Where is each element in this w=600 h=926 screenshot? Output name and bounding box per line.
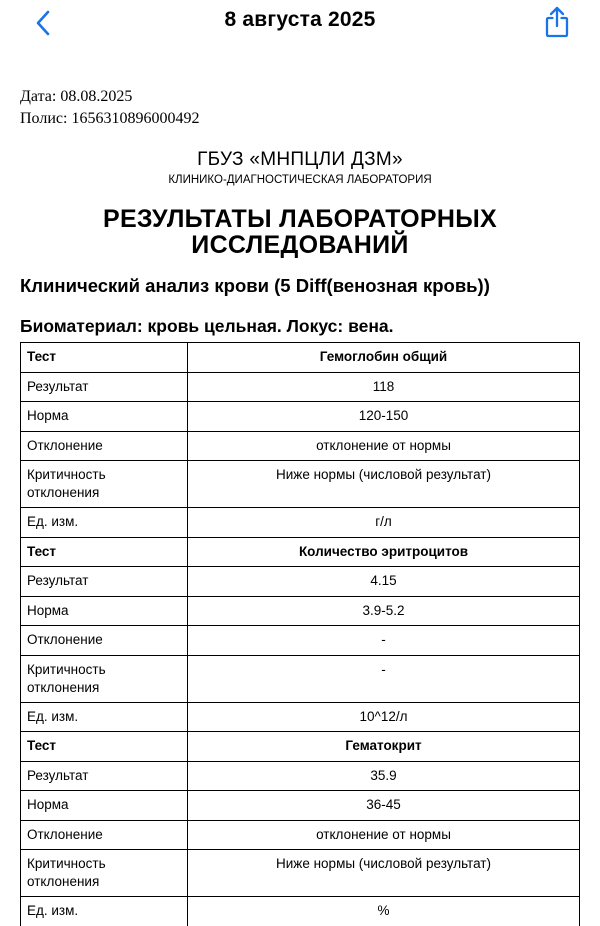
nav-title: 8 августа 2025	[224, 8, 376, 31]
test-header-label: Тест	[21, 343, 188, 373]
biomaterial-info: Биоматериал: кровь цельная. Локус: вена.	[20, 316, 394, 336]
row-value: %	[188, 897, 580, 926]
row-value: г/л	[188, 508, 580, 538]
row-label: Ед. изм.	[21, 897, 188, 926]
table-row	[21, 702, 580, 732]
nav-bar	[0, 0, 600, 46]
row-value: 36-45	[188, 791, 580, 821]
table-row	[21, 596, 580, 626]
row-label: Отклонение	[21, 626, 188, 656]
row-value: Ниже нормы (числовой результат)	[188, 850, 580, 897]
row-label: Результат	[21, 761, 188, 791]
table-row	[21, 402, 580, 432]
table-row	[21, 626, 580, 656]
table-row	[21, 372, 580, 402]
share-button[interactable]	[542, 4, 572, 40]
row-label: Критичность отклонения	[21, 461, 188, 508]
table-header-row	[21, 343, 580, 373]
policy-line: Полис: 1656310896000492	[20, 110, 200, 127]
date-line: Дата: 08.08.2025	[20, 88, 133, 105]
table-row	[21, 791, 580, 821]
row-value: отклонение от нормы	[188, 820, 580, 850]
row-label: Критичность отклонения	[21, 850, 188, 897]
org-name: ГБУЗ «МНПЦЛИ ДЗМ»	[197, 149, 403, 170]
row-label: Результат	[21, 567, 188, 597]
row-value: 4.15	[188, 567, 580, 597]
analysis-name: Клинический анализ крови (5 Diff(венозная кровь))	[20, 275, 490, 296]
row-label: Результат	[21, 372, 188, 402]
table-row	[21, 431, 580, 461]
results-table	[20, 342, 580, 926]
org-header	[0, 149, 600, 188]
table-row	[21, 655, 580, 702]
row-label: Норма	[21, 596, 188, 626]
document-title: РЕЗУЛЬТАТЫ ЛАБОРАТОРНЫХ ИССЛЕДОВАНИЙ	[102, 205, 497, 259]
table-row	[21, 850, 580, 897]
row-value: Ниже нормы (числовой результат)	[188, 461, 580, 508]
row-value: 120-150	[188, 402, 580, 432]
test-header-label: Тест	[21, 732, 188, 762]
row-label: Норма	[21, 791, 188, 821]
table-row	[21, 567, 580, 597]
row-label: Ед. изм.	[21, 702, 188, 732]
table-row	[21, 761, 580, 791]
row-label: Критичность отклонения	[21, 655, 188, 702]
row-value: 3.9-5.2	[188, 596, 580, 626]
table-row	[21, 461, 580, 508]
row-label: Норма	[21, 402, 188, 432]
test-name: Гематокрит	[188, 732, 580, 762]
row-value: -	[188, 655, 580, 702]
row-value: 35.9	[188, 761, 580, 791]
row-label: Ед. изм.	[21, 508, 188, 538]
share-icon	[544, 6, 570, 38]
row-value: 118	[188, 372, 580, 402]
test-name: Количество эритроцитов	[188, 537, 580, 567]
table-row	[21, 820, 580, 850]
lab-name: КЛИНИКО-ДИАГНОСТИЧЕСКАЯ ЛАБОРАТОРИЯ	[168, 174, 432, 186]
document-meta	[20, 86, 199, 130]
row-value: -	[188, 626, 580, 656]
row-label: Отклонение	[21, 820, 188, 850]
test-header-label: Тест	[21, 537, 188, 567]
row-value: 10^12/л	[188, 702, 580, 732]
table-row	[21, 508, 580, 538]
test-name: Гемоглобин общий	[188, 343, 580, 373]
row-value: отклонение от нормы	[188, 431, 580, 461]
row-label: Отклонение	[21, 431, 188, 461]
table-row	[21, 897, 580, 926]
table-header-row	[21, 537, 580, 567]
table-header-row	[21, 732, 580, 762]
